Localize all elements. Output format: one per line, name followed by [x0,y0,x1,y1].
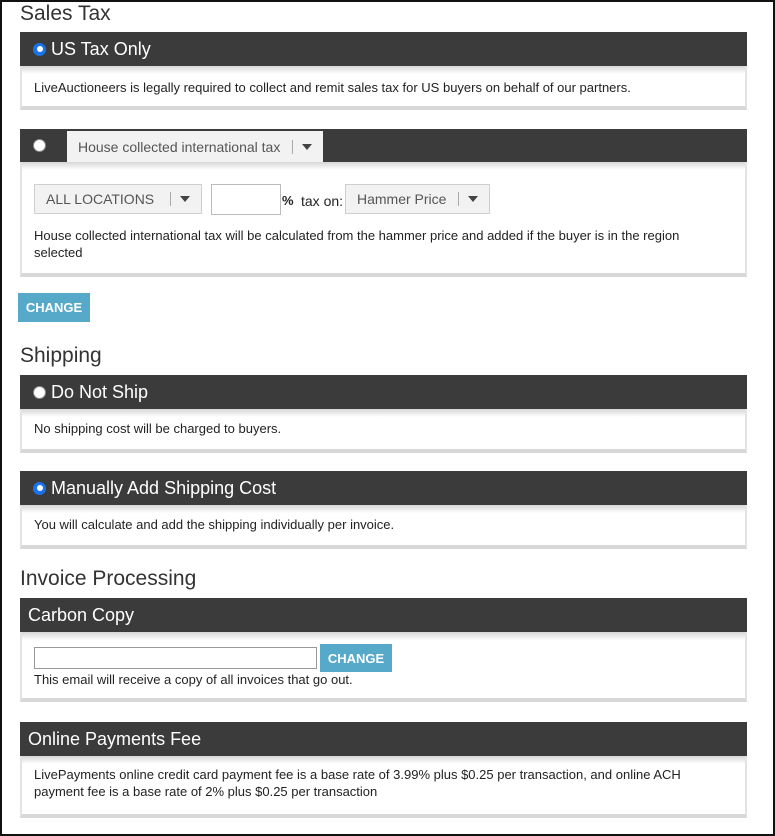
location-select-value: ALL LOCATIONS [46,191,155,207]
invoice-processing-heading: Invoice Processing [20,567,197,590]
chevron-down-icon [468,196,478,202]
online-payments-fee-header [20,722,747,756]
intl-tax-description-line1: House collected international tax will be calculated from the hammer price and added if the buyer is in the region [34,228,680,243]
carbon-copy-body [20,632,747,702]
tax-on-label: tax on: [301,193,344,209]
shipping-heading: Shipping [20,344,102,367]
carbon-copy-change-button[interactable]: CHANGE [320,644,392,672]
us-tax-option[interactable] [20,32,747,66]
do-not-ship-label: Do Not Ship [51,381,149,402]
manual-shipping-panel [20,471,747,549]
do-not-ship-panel [20,375,747,453]
carbon-copy-title: Carbon Copy [28,604,135,625]
online-payments-fee-line1: LivePayments online credit card payment fee is a base rate of 3.99% plus $0.25 per transaction, and online ACH [34,767,681,782]
percent-label: % [282,193,294,208]
online-payments-fee-body [20,756,747,818]
do-not-ship-description: No shipping cost will be charged to buyers. [34,421,282,436]
sales-tax-heading: Sales Tax [20,2,111,25]
intl-tax-description-line2: selected [34,245,83,260]
intl-tax-description [34,227,679,261]
do-not-ship-option[interactable] [20,375,747,409]
sales-tax-change-button[interactable]: CHANGE [18,293,90,322]
manual-shipping-label: Manually Add Shipping Cost [51,477,277,498]
online-payments-fee-panel [20,722,747,818]
intl-tax-panel [20,129,747,277]
carbon-copy-email-input[interactable] [34,647,317,669]
online-payments-fee-line2: payment fee is a base rate of 2% plus $0.25 per transaction [34,784,378,799]
tax-basis-select[interactable] [345,184,490,214]
us-tax-panel [20,32,747,110]
manual-shipping-body [20,505,747,549]
location-select[interactable] [34,184,202,214]
tax-rate-input[interactable] [211,184,281,215]
us-tax-body [20,66,747,110]
manual-shipping-option[interactable] [20,471,747,505]
tax-basis-value: Hammer Price [357,191,447,207]
carbon-copy-description: This email will receive a copy of all invoices that go out. [34,672,353,687]
us-tax-description: LiveAuctioneers is legally required to collect and remit sales tax for US buyers on behalf of our partners. [34,80,631,95]
carbon-copy-panel [20,598,747,702]
online-payments-fee-description [34,766,681,800]
intl-tax-body [20,162,747,277]
us-tax-radio[interactable] [33,43,46,56]
intl-tax-option[interactable] [20,129,747,162]
chevron-down-icon [302,144,312,150]
manual-shipping-description: You will calculate and add the shipping individually per invoice. [34,517,395,532]
chevron-down-icon [180,196,190,202]
carbon-copy-header [20,598,747,632]
intl-tax-type-value: House collected international tax [78,138,281,155]
do-not-ship-radio[interactable] [33,386,46,399]
online-payments-fee-title: Online Payments Fee [28,728,202,749]
intl-tax-type-select[interactable] [67,131,323,162]
manual-shipping-radio[interactable] [33,482,46,495]
do-not-ship-body [20,409,747,453]
intl-tax-radio[interactable] [33,139,46,152]
us-tax-label: US Tax Only [51,38,151,59]
